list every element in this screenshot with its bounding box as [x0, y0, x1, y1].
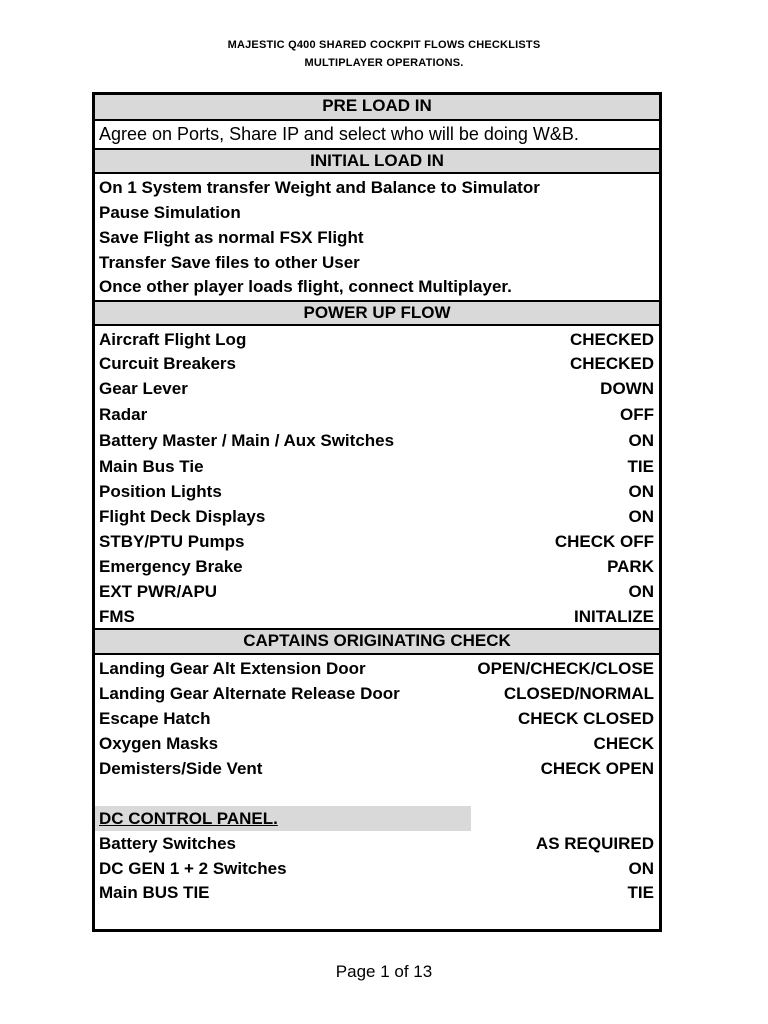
section-header-captains-originating-check	[95, 628, 659, 655]
checklist-item: Emergency Brake	[99, 557, 243, 576]
step-text: Transfer Save files to other User	[99, 253, 360, 272]
checklist-item: EXT PWR/APU	[99, 582, 218, 601]
checklist-action: CHECK	[593, 734, 654, 753]
list-item	[95, 176, 659, 201]
checklist-item: Battery Switches	[99, 834, 236, 853]
checklist-item: Aircraft Flight Log	[99, 330, 247, 349]
checklist-item: Flight Deck Displays	[99, 507, 266, 526]
checklist-action: AS REQUIRED	[535, 834, 654, 853]
checklist-item: FMS	[99, 607, 135, 626]
checklist-row	[95, 881, 659, 906]
checklist-row	[95, 657, 659, 682]
checklist-row	[95, 403, 659, 429]
checklist-item: STBY/PTU Pumps	[99, 532, 245, 551]
checklist-row	[95, 429, 659, 455]
checklist-item: Battery Master / Main / Aux Switches	[99, 431, 395, 450]
checklist-action: CHECK OPEN	[540, 759, 654, 778]
checklist-row	[95, 530, 659, 555]
section-title: INITIAL LOAD IN	[310, 151, 444, 170]
checklist-action: PARK	[607, 557, 654, 576]
checklist-item: Landing Gear Alternate Release Door	[99, 684, 400, 703]
checklist-row	[95, 555, 659, 580]
checklist-action: CLOSED/NORMAL	[503, 684, 654, 703]
section-title: POWER UP FLOW	[303, 303, 451, 322]
checklist-row	[95, 732, 659, 757]
checklist-item: Oxygen Masks	[99, 734, 219, 753]
checklist-row	[95, 480, 659, 505]
checklist-action: CHECKED	[569, 330, 654, 349]
checklist-action: ON	[628, 507, 654, 526]
checklist-row	[95, 605, 659, 630]
checklist-row	[95, 857, 659, 882]
document-subtitle: MULTIPLAYER OPERATIONS.	[304, 57, 464, 69]
dc-control-panel-header	[95, 806, 471, 831]
checklist-action: ON	[628, 582, 654, 601]
checklist-row	[95, 328, 659, 353]
checklist-item: Main BUS TIE	[99, 883, 210, 902]
step-text: Once other player loads flight, connect Multiplayer.	[99, 277, 512, 296]
checklist-action: ON	[628, 482, 654, 501]
checklist-action: INITALIZE	[574, 607, 654, 626]
list-item	[95, 251, 659, 276]
checklist-item: Radar	[99, 405, 148, 424]
list-item	[95, 201, 659, 226]
checklist-item: Gear Lever	[99, 379, 188, 398]
checklist-item: Landing Gear Alt Extension Door	[99, 659, 366, 678]
section-header-initial-load-in	[95, 148, 659, 174]
checklist-row	[95, 505, 659, 530]
checklist-table	[92, 92, 662, 932]
checklist-item: Position Lights	[99, 482, 222, 501]
checklist-row	[95, 682, 659, 707]
subsection-title: DC CONTROL PANEL.	[99, 809, 278, 828]
checklist-item: Curcuit Breakers	[99, 354, 237, 373]
step-text: Pause Simulation	[99, 203, 241, 222]
checklist-action: DOWN	[600, 379, 654, 398]
checklist-item: Escape Hatch	[99, 709, 211, 728]
checklist-row	[95, 377, 659, 402]
checklist-item: Demisters/Side Vent	[99, 759, 263, 778]
pre-load-in-note	[95, 121, 659, 148]
checklist-action: CHECK OFF	[554, 532, 654, 551]
checklist-row	[95, 455, 659, 480]
checklist-row	[95, 352, 659, 377]
checklist-row	[95, 707, 659, 732]
checklist-action: TIE	[627, 883, 654, 902]
pre-load-in-text: Agree on Ports, Share IP and select who will be doing W&B.	[99, 124, 579, 144]
list-item	[95, 226, 659, 251]
section-title: PRE LOAD IN	[322, 96, 432, 115]
checklist-action: OFF	[620, 405, 654, 424]
step-text: Save Flight as normal FSX Flight	[99, 228, 364, 247]
checklist-action: ON	[628, 431, 654, 450]
section-header-pre-load-in	[95, 95, 659, 121]
step-text: On 1 System transfer Weight and Balance to Simulator	[99, 178, 540, 197]
checklist-action: CHECKED	[569, 354, 654, 373]
checklist-item: Main Bus Tie	[99, 457, 204, 476]
list-item	[95, 275, 659, 300]
document-title: MAJESTIC Q400 SHARED COCKPIT FLOWS CHECKLISTS	[227, 39, 541, 51]
section-header-power-up-flow	[95, 300, 659, 326]
checklist-row	[95, 832, 659, 857]
checklist-row	[95, 757, 659, 782]
checklist-row	[95, 580, 659, 605]
section-title: CAPTAINS ORIGINATING CHECK	[243, 631, 511, 650]
checklist-action: ON	[628, 859, 654, 878]
page-number: Page 1 of 13	[335, 962, 433, 981]
checklist-action: TIE	[627, 457, 654, 476]
checklist-action: OPEN/CHECK/CLOSE	[477, 659, 654, 678]
checklist-action: CHECK CLOSED	[517, 709, 654, 728]
checklist-item: DC GEN 1 + 2 Switches	[99, 859, 287, 878]
